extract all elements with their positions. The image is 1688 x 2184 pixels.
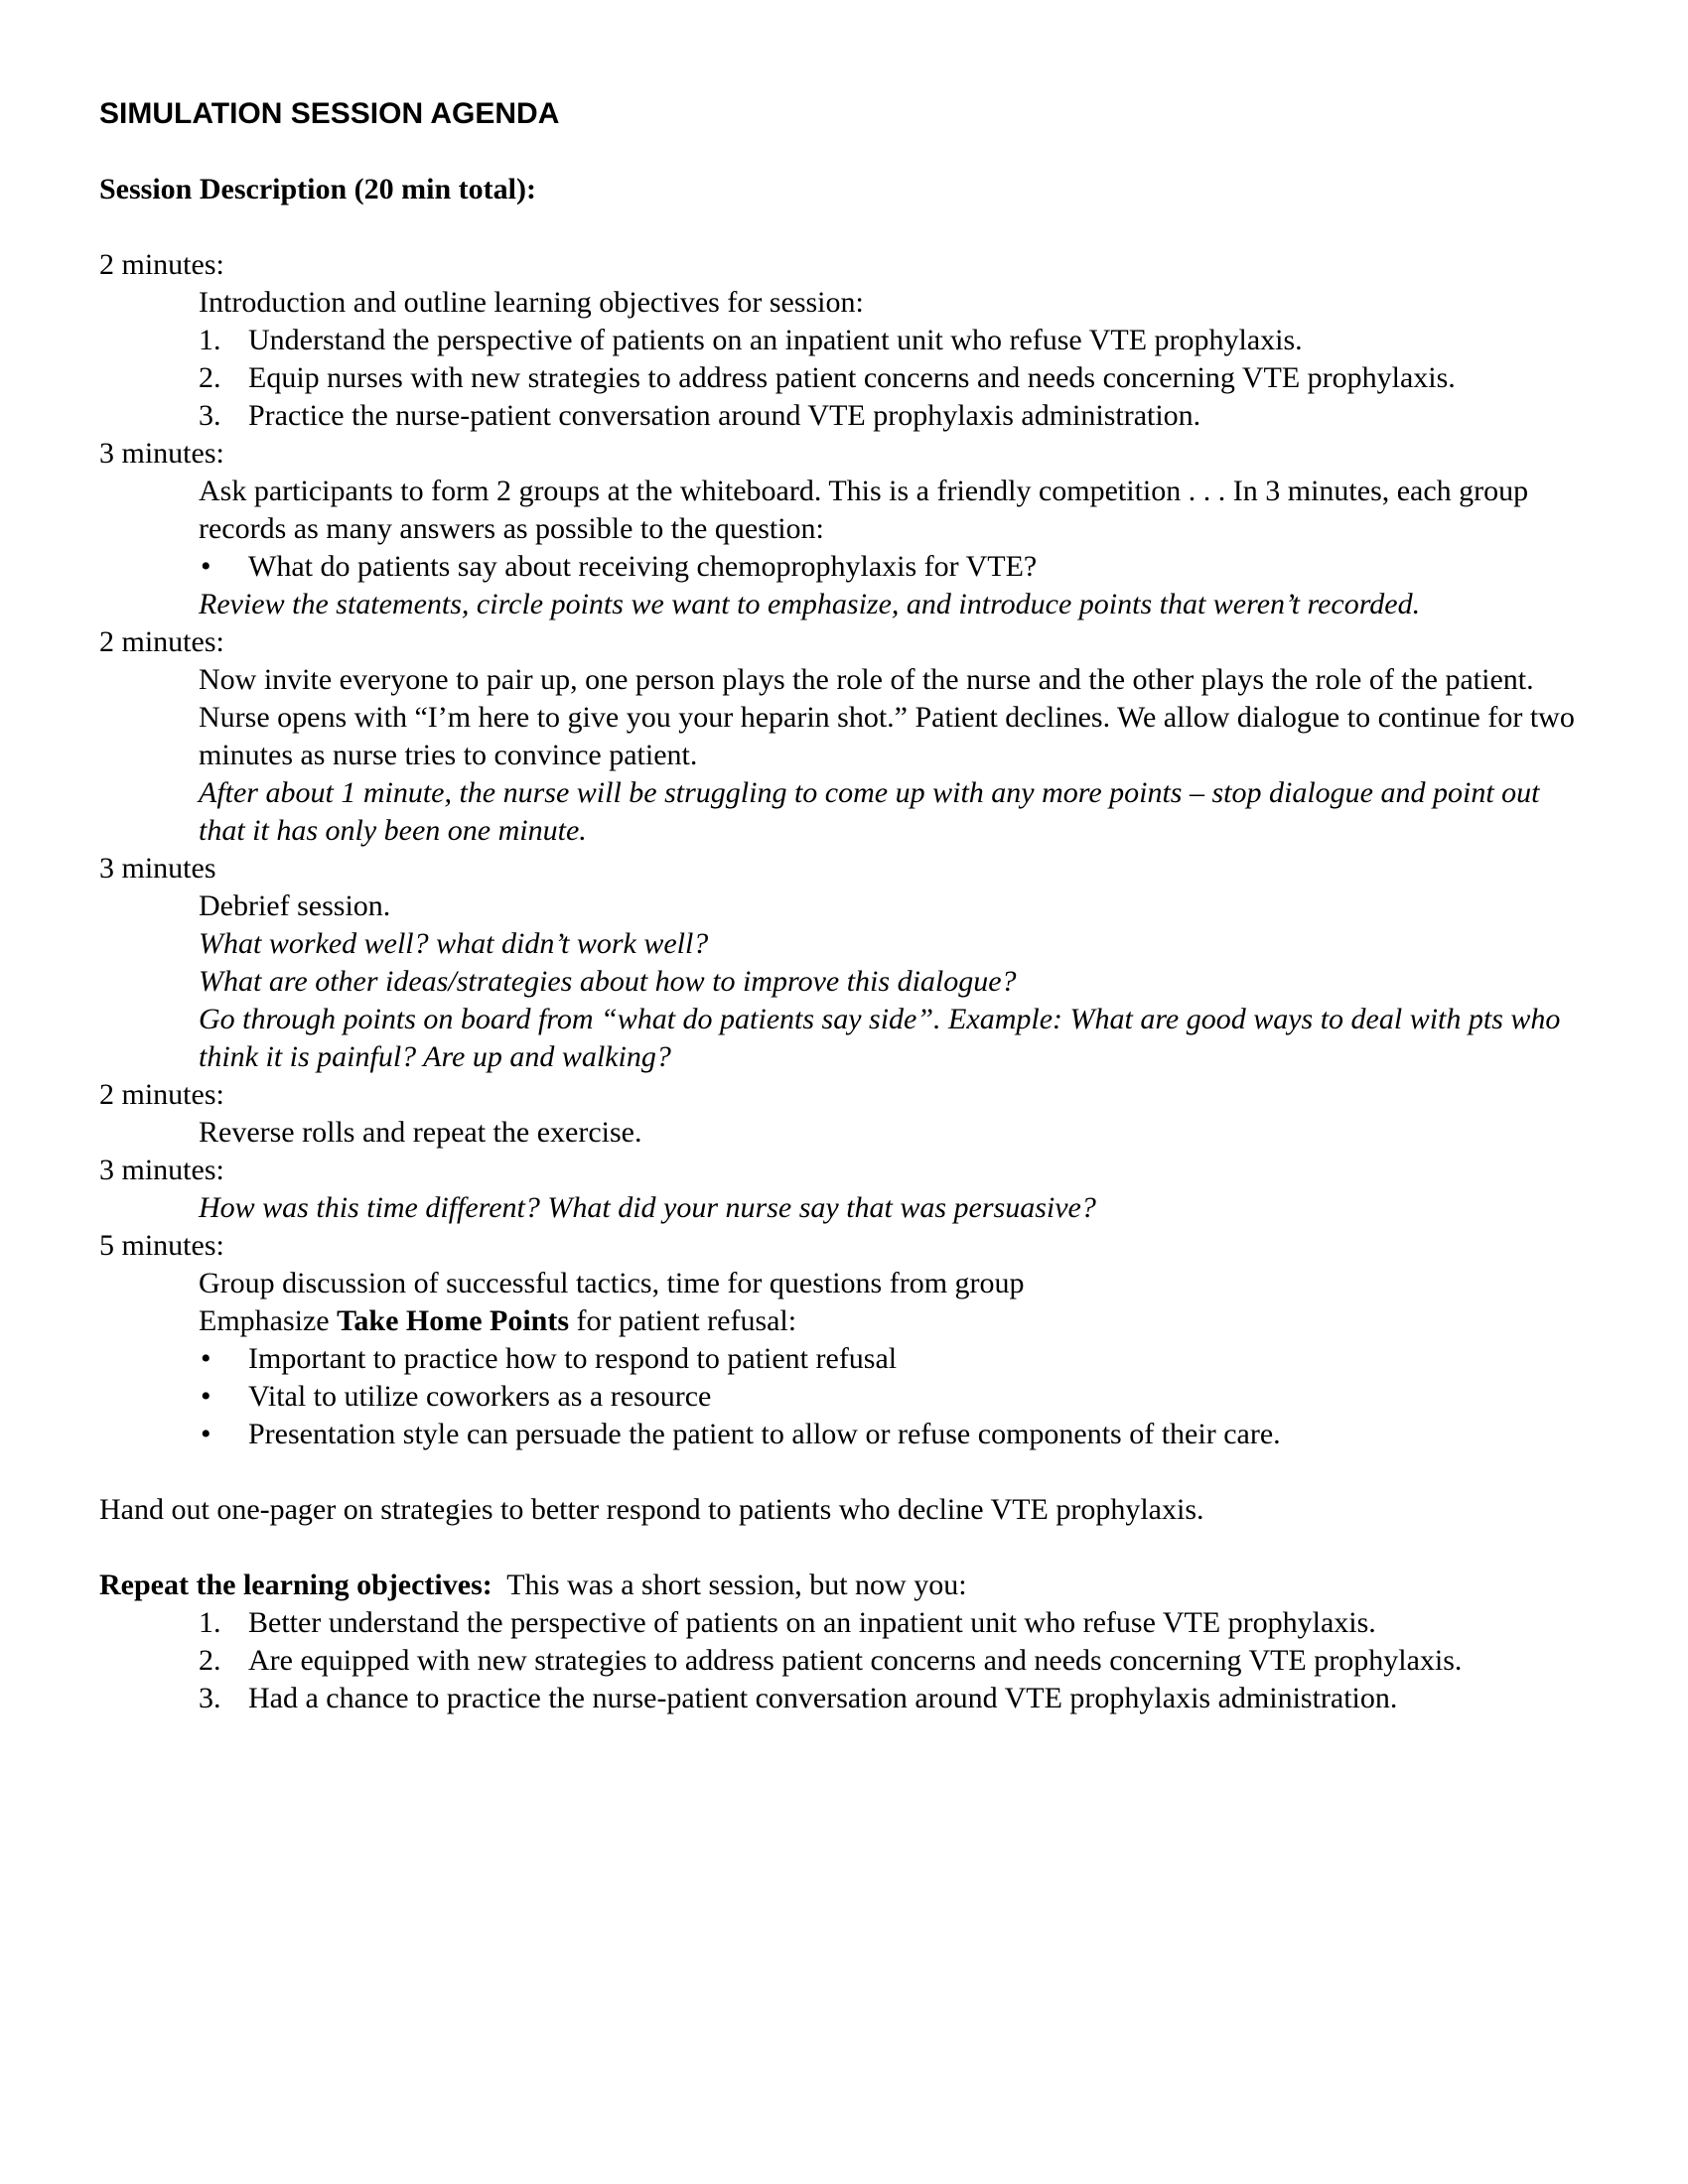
- bullet-icon: •: [201, 1418, 211, 1450]
- list-number: 3.: [199, 1682, 221, 1714]
- agenda-block-reflection: [99, 1152, 1589, 1227]
- agenda-block-intro: [99, 246, 1589, 435]
- block-text: Debrief session.: [199, 889, 391, 922]
- list-item-text: Are equipped with new strategies to address patient concerns and needs concerning VTE prophylaxis.: [248, 1644, 1463, 1677]
- bullet-icon: •: [201, 1342, 211, 1375]
- list-item: [199, 548, 1589, 586]
- list-item: [199, 1642, 1589, 1680]
- objectives-list: [199, 322, 1589, 435]
- agenda-block-debrief: [99, 850, 1589, 1076]
- list-number: 2.: [199, 1644, 221, 1677]
- block-text: Group discussion of successful tactics, time for questions from group: [199, 1267, 1025, 1299]
- list-item-text: Important to practice how to respond to patient refusal: [248, 1342, 898, 1375]
- repeat-objectives-list: [199, 1604, 1589, 1717]
- block-time: 5 minutes:: [99, 1229, 224, 1262]
- list-item-text: Practice the nurse-patient conversation around VTE prophylaxis administration.: [248, 399, 1201, 432]
- block-time: 3 minutes:: [99, 1154, 224, 1186]
- block-time: 3 minutes:: [99, 437, 224, 470]
- block-time: 2 minutes:: [99, 248, 224, 281]
- list-item-text: What do patients say about receiving chemoprophylaxis for VTE?: [248, 550, 1038, 583]
- document-title: SIMULATION SESSION AGENDA: [99, 97, 560, 130]
- take-home-points-list: [199, 1340, 1589, 1453]
- agenda-block-roleplay: [99, 623, 1589, 850]
- facilitator-note: How was this time different? What did your nurse say that was persuasive?: [199, 1191, 1096, 1224]
- spacer: [99, 1453, 1589, 1491]
- handout-note: Hand out one-pager on strategies to better respond to patients who decline VTE prophylaxis.: [99, 1493, 1204, 1526]
- list-item: [199, 397, 1589, 435]
- block-time: 3 minutes: [99, 852, 216, 885]
- agenda-block-discussion: [99, 1227, 1589, 1453]
- spacer: [99, 1529, 1589, 1567]
- list-item-text: Vital to utilize coworkers as a resource: [248, 1380, 712, 1413]
- block-text: Now invite everyone to pair up, one person plays the role of the nurse and the other plays the role of the patient. Nurse opens with “I’m here to give you your heparin shot.” Patient declines. We allow dialogue to continue for two minutes as nurse tries to convince patient.: [199, 663, 1575, 771]
- list-number: 1.: [199, 1606, 221, 1639]
- list-item-text: Better understand the perspective of patients on an inpatient unit who refuse VTE prophylaxis.: [248, 1606, 1376, 1639]
- facilitator-note: Go through points on board from “what do patients say side”. Example: What are good ways to deal with pts who think it is painful? Are up and walking?: [199, 1003, 1561, 1073]
- list-number: 2.: [199, 361, 221, 394]
- facilitator-note: After about 1 minute, the nurse will be struggling to come up with any more points – stop dialogue and point out that it has only been one minute.: [199, 776, 1540, 847]
- list-number: 3.: [199, 399, 221, 432]
- list-item: [199, 1340, 1589, 1378]
- agenda-document: [99, 95, 1589, 1717]
- block-text: Reverse rolls and repeat the exercise.: [199, 1116, 642, 1149]
- block-text: Ask participants to form 2 groups at the whiteboard. This is a friendly competition . . . In 3 minutes, each group records as many answers as possible to the question:: [199, 475, 1529, 545]
- bullet-icon: •: [201, 1380, 211, 1413]
- question-list: [199, 548, 1589, 586]
- facilitator-note: What worked well? what didn’t work well?: [199, 927, 709, 960]
- emphasize-line: [199, 1302, 1589, 1340]
- facilitator-note: What are other ideas/strategies about how to improve this dialogue?: [199, 965, 1017, 998]
- list-item: [199, 1416, 1589, 1453]
- facilitator-note: Review the statements, circle points we want to emphasize, and introduce points that weren’t recorded.: [199, 588, 1421, 620]
- list-item-text: Presentation style can persuade the patient to allow or refuse components of their care.: [248, 1418, 1281, 1450]
- list-item: [199, 1604, 1589, 1642]
- emphasize-suffix: for patient refusal:: [569, 1304, 797, 1337]
- list-item: [199, 359, 1589, 397]
- take-home-points-label: Take Home Points: [337, 1304, 570, 1337]
- repeat-objectives-heading: [99, 1567, 1589, 1604]
- block-time: 2 minutes:: [99, 1078, 224, 1111]
- list-item-text: Had a chance to practice the nurse-patient conversation around VTE prophylaxis administration.: [248, 1682, 1398, 1714]
- block-time: 2 minutes:: [99, 625, 224, 658]
- list-item: [199, 1378, 1589, 1416]
- list-number: 1.: [199, 324, 221, 356]
- list-item-text: Understand the perspective of patients on an inpatient unit who refuse VTE prophylaxis.: [248, 324, 1303, 356]
- list-item-text: Equip nurses with new strategies to address patient concerns and needs concerning VTE prophylaxis.: [248, 361, 1456, 394]
- agenda-block-whiteboard: [99, 435, 1589, 623]
- repeat-heading-label: Repeat the learning objectives:: [99, 1569, 492, 1601]
- repeat-heading-lead: This was a short session, but now you:: [492, 1569, 967, 1601]
- emphasize-prefix: Emphasize: [199, 1304, 338, 1337]
- session-description-heading: Session Description (20 min total):: [99, 173, 536, 205]
- agenda-block-reverse: [99, 1076, 1589, 1152]
- bullet-icon: •: [201, 550, 211, 583]
- block-intro-text: Introduction and outline learning objectives for session:: [199, 286, 864, 319]
- list-item: [199, 1680, 1589, 1717]
- list-item: [199, 322, 1589, 359]
